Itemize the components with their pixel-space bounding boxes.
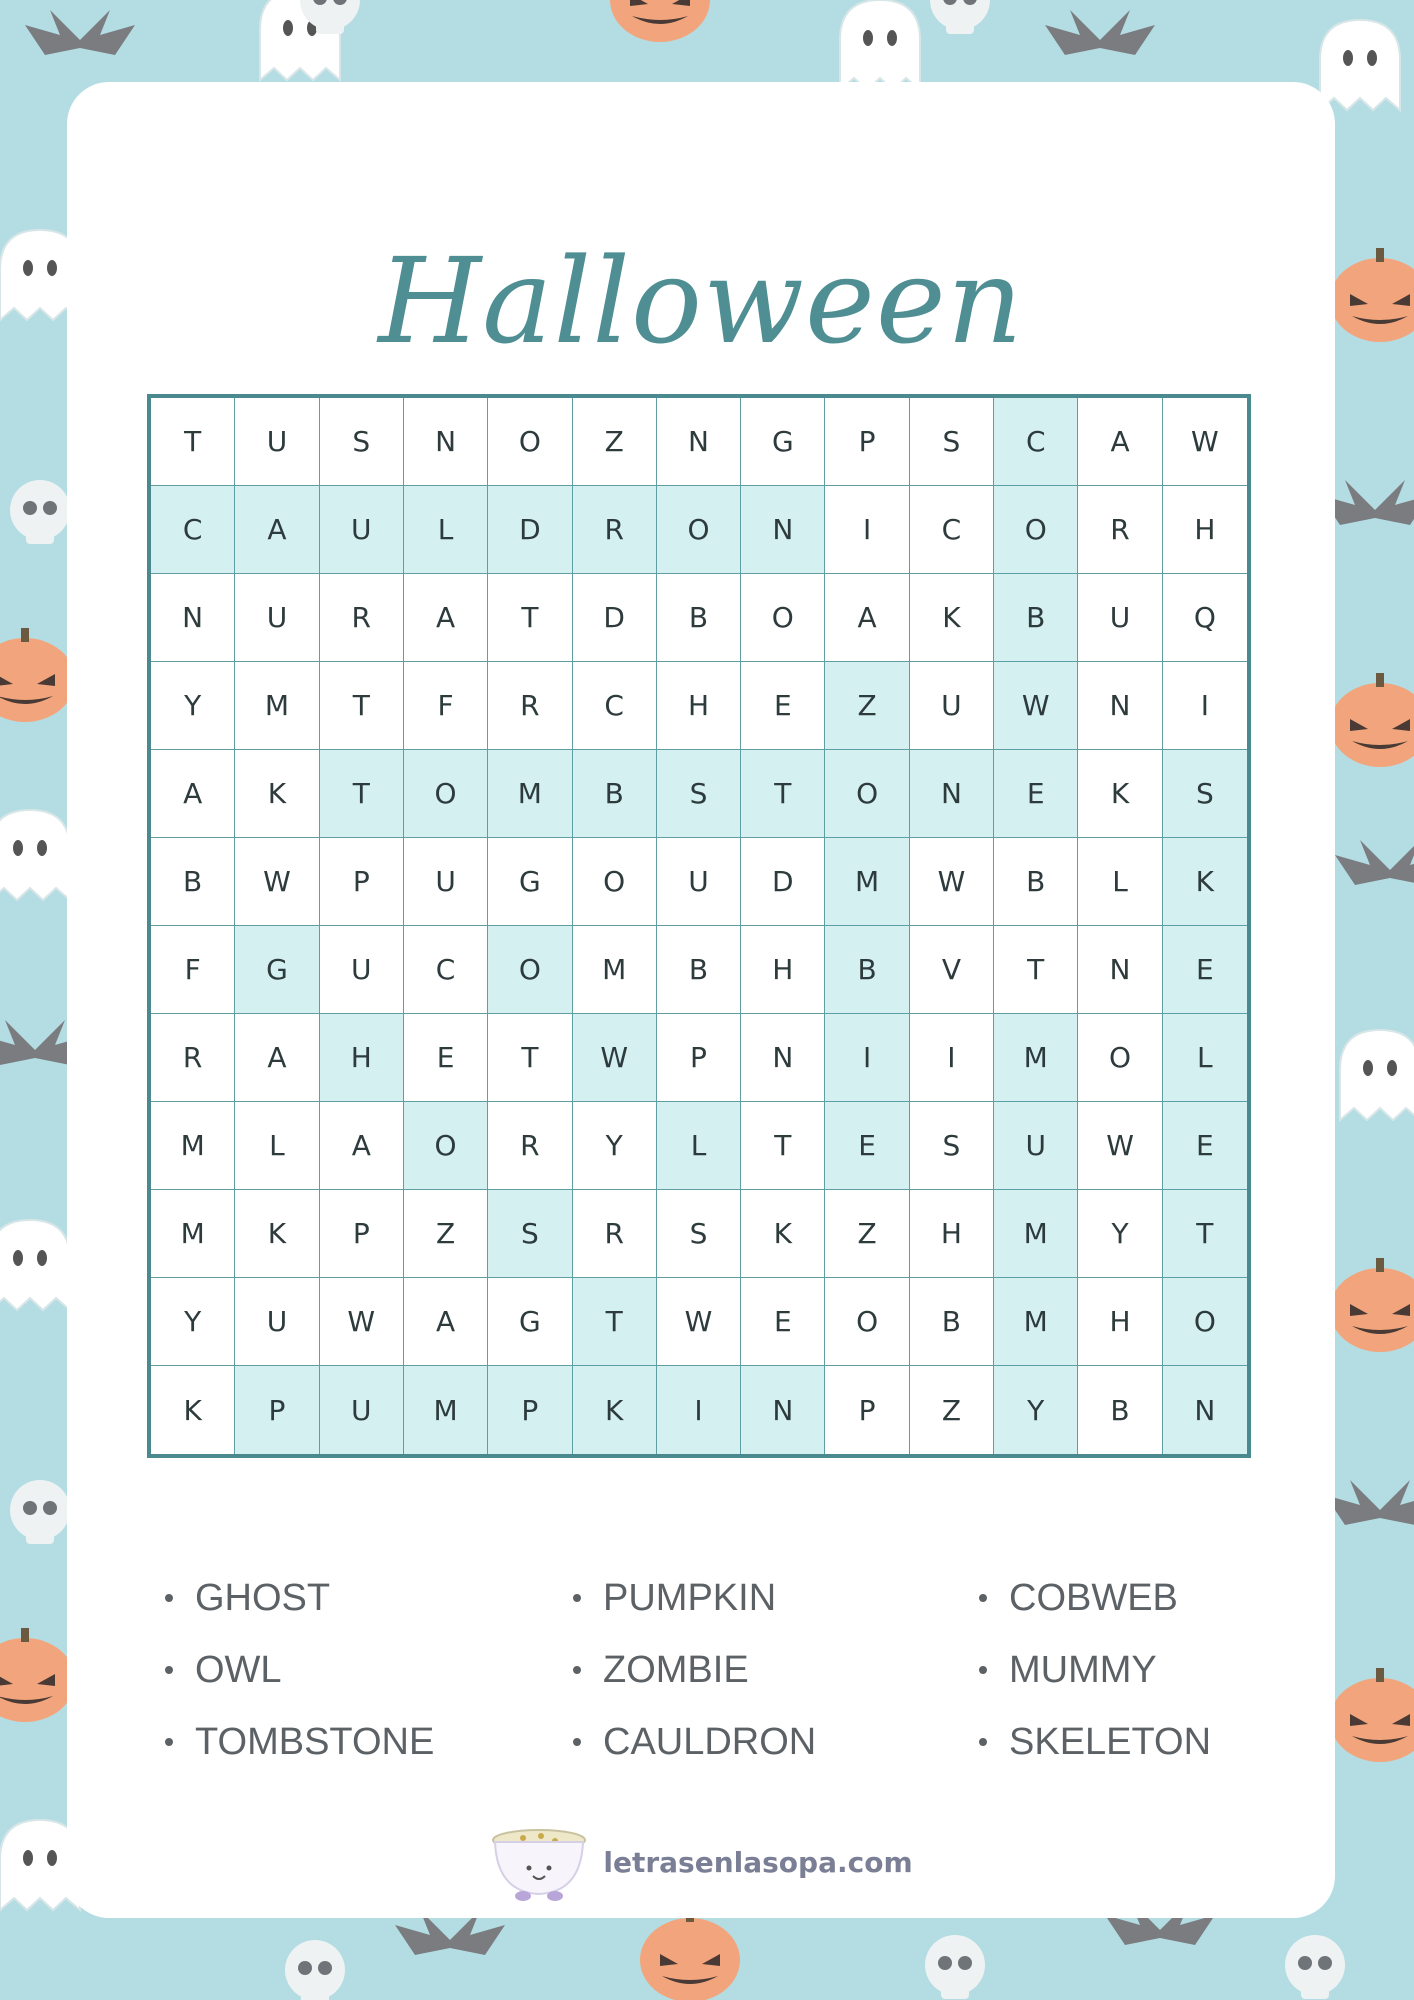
grid-cell: K xyxy=(1078,750,1162,838)
word-list-item xyxy=(573,1634,816,1706)
bullet-icon xyxy=(979,1666,987,1674)
grid-cell: B xyxy=(994,574,1078,662)
grid-cell: M xyxy=(235,662,319,750)
grid-cell: U xyxy=(320,486,404,574)
grid-cell: E xyxy=(741,662,825,750)
grid-cell: K xyxy=(1163,838,1247,926)
word-list-column-1 xyxy=(165,1562,434,1778)
word-list-item xyxy=(979,1706,1211,1778)
grid-cell: M xyxy=(825,838,909,926)
word-label: CAULDRON xyxy=(603,1720,817,1763)
bullet-icon xyxy=(573,1738,581,1746)
grid-cell: D xyxy=(488,486,572,574)
grid-cell: K xyxy=(741,1190,825,1278)
grid-cell: S xyxy=(657,750,741,838)
grid-cell: A xyxy=(404,1278,488,1366)
word-list-item xyxy=(979,1562,1211,1634)
grid-cell: M xyxy=(488,750,572,838)
grid-cell: A xyxy=(235,1014,319,1102)
grid-cell: W xyxy=(320,1278,404,1366)
grid-cell: C xyxy=(404,926,488,1014)
grid-cell: M xyxy=(573,926,657,1014)
grid-cell: M xyxy=(404,1366,488,1454)
grid-cell: R xyxy=(488,1102,572,1190)
word-list xyxy=(147,1562,1251,1802)
word-label: TOMBSTONE xyxy=(195,1720,435,1763)
grid-cell: W xyxy=(994,662,1078,750)
bullet-icon xyxy=(165,1594,173,1602)
grid-cell: M xyxy=(994,1278,1078,1366)
grid-cell: P xyxy=(825,1366,909,1454)
grid-cell: W xyxy=(1163,398,1247,486)
grid-cell: A xyxy=(320,1102,404,1190)
grid-cell: S xyxy=(488,1190,572,1278)
grid-cell: I xyxy=(825,1014,909,1102)
grid-cell: O xyxy=(1078,1014,1162,1102)
grid-cell: T xyxy=(488,1014,572,1102)
grid-cell: S xyxy=(320,398,404,486)
word-list-item xyxy=(979,1634,1211,1706)
grid-cell: Z xyxy=(573,398,657,486)
grid-cell: K xyxy=(573,1366,657,1454)
grid-cell: L xyxy=(657,1102,741,1190)
grid-cell: P xyxy=(320,838,404,926)
grid-cell: U xyxy=(910,662,994,750)
word-label: GHOST xyxy=(195,1576,331,1619)
word-list-column-3 xyxy=(979,1562,1211,1778)
grid-cell: U xyxy=(657,838,741,926)
word-list-item xyxy=(573,1562,816,1634)
grid-cell: Y xyxy=(151,1278,235,1366)
grid-cell: O xyxy=(741,574,825,662)
grid-cell: P xyxy=(488,1366,572,1454)
puzzle-card xyxy=(67,82,1335,1918)
grid-cell: R xyxy=(320,574,404,662)
grid-cell: P xyxy=(657,1014,741,1102)
grid-cell: C xyxy=(910,486,994,574)
grid-cell: U xyxy=(994,1102,1078,1190)
grid-cell: B xyxy=(573,750,657,838)
grid-cell: R xyxy=(151,1014,235,1102)
grid-cell: H xyxy=(741,926,825,1014)
bullet-icon xyxy=(979,1594,987,1602)
grid-cell: T xyxy=(741,1102,825,1190)
footer xyxy=(67,1822,1335,1902)
grid-cell: H xyxy=(657,662,741,750)
grid-cell: U xyxy=(320,926,404,1014)
grid-cell: O xyxy=(488,398,572,486)
grid-cell: L xyxy=(1163,1014,1247,1102)
word-list-item xyxy=(165,1562,434,1634)
grid-cell: Q xyxy=(1163,574,1247,662)
grid-cell: U xyxy=(404,838,488,926)
grid-cell: C xyxy=(573,662,657,750)
grid-cell: Y xyxy=(994,1366,1078,1454)
grid-cell: B xyxy=(994,838,1078,926)
grid-cell: Z xyxy=(910,1366,994,1454)
grid-cell: B xyxy=(657,926,741,1014)
page-title: Halloween xyxy=(378,232,1024,370)
grid-cell: N xyxy=(1078,662,1162,750)
grid-cell: S xyxy=(910,398,994,486)
grid-cell: U xyxy=(235,398,319,486)
grid-cell: K xyxy=(910,574,994,662)
grid-cell: W xyxy=(1078,1102,1162,1190)
grid-cell: G xyxy=(235,926,319,1014)
grid-cell: C xyxy=(151,486,235,574)
grid-cell: Z xyxy=(825,1190,909,1278)
word-label: ZOMBIE xyxy=(603,1648,749,1691)
word-search-grid xyxy=(147,394,1251,1458)
grid-cell: T xyxy=(994,926,1078,1014)
grid-cell: B xyxy=(1078,1366,1162,1454)
grid-cell: Z xyxy=(404,1190,488,1278)
grid-cell: K xyxy=(235,750,319,838)
grid-cell: O xyxy=(657,486,741,574)
grid-cell: A xyxy=(235,486,319,574)
word-list-item xyxy=(165,1634,434,1706)
grid-cell: R xyxy=(1078,486,1162,574)
grid-cell: W xyxy=(657,1278,741,1366)
grid-cell: B xyxy=(151,838,235,926)
grid-cell: Y xyxy=(151,662,235,750)
grid-cell: T xyxy=(1163,1190,1247,1278)
grid-cell: T xyxy=(488,574,572,662)
soup-bowl-icon xyxy=(489,1822,589,1902)
bullet-icon xyxy=(979,1738,987,1746)
grid-cell: E xyxy=(1163,926,1247,1014)
grid-cell: T xyxy=(320,750,404,838)
grid-cell: F xyxy=(404,662,488,750)
word-label: OWL xyxy=(195,1648,282,1691)
grid-cell: T xyxy=(151,398,235,486)
grid-cell: L xyxy=(404,486,488,574)
grid-cell: P xyxy=(320,1190,404,1278)
word-list-column-2 xyxy=(573,1562,816,1778)
grid-cell: V xyxy=(910,926,994,1014)
grid-cell: H xyxy=(1163,486,1247,574)
grid-cell: S xyxy=(910,1102,994,1190)
grid-cell: W xyxy=(910,838,994,926)
grid-cell: O xyxy=(1163,1278,1247,1366)
word-label: COBWEB xyxy=(1009,1576,1178,1619)
grid-cell: S xyxy=(1163,750,1247,838)
word-label: MUMMY xyxy=(1009,1648,1157,1691)
grid-cell: N xyxy=(657,398,741,486)
grid-cell: L xyxy=(235,1102,319,1190)
grid-cell: H xyxy=(1078,1278,1162,1366)
grid-cell: R xyxy=(573,486,657,574)
grid-cell: U xyxy=(235,1278,319,1366)
grid-cell: H xyxy=(910,1190,994,1278)
grid-cell: I xyxy=(1163,662,1247,750)
grid-cell: Z xyxy=(825,662,909,750)
grid-cell: A xyxy=(1078,398,1162,486)
grid-cell: N xyxy=(1163,1366,1247,1454)
grid-cell: A xyxy=(151,750,235,838)
grid-cell: M xyxy=(151,1102,235,1190)
grid-cell: H xyxy=(320,1014,404,1102)
word-list-item xyxy=(165,1706,434,1778)
grid-cell: I xyxy=(910,1014,994,1102)
grid-cell: O xyxy=(488,926,572,1014)
grid-cell: W xyxy=(235,838,319,926)
word-list-item xyxy=(573,1706,816,1778)
grid-cell: B xyxy=(825,926,909,1014)
word-label: SKELETON xyxy=(1009,1720,1212,1763)
bullet-icon xyxy=(573,1666,581,1674)
grid-cell: E xyxy=(741,1278,825,1366)
grid-cell: I xyxy=(657,1366,741,1454)
grid-cell: M xyxy=(151,1190,235,1278)
grid-cell: M xyxy=(994,1014,1078,1102)
grid-cell: G xyxy=(741,398,825,486)
grid-cell: K xyxy=(235,1190,319,1278)
grid-cell: E xyxy=(994,750,1078,838)
grid-cell: N xyxy=(1078,926,1162,1014)
grid-cell: N xyxy=(741,1014,825,1102)
grid-cell: N xyxy=(404,398,488,486)
grid-cell: R xyxy=(573,1190,657,1278)
grid-cell: R xyxy=(488,662,572,750)
grid-cell: G xyxy=(488,838,572,926)
grid-cell: S xyxy=(657,1190,741,1278)
grid-cell: N xyxy=(151,574,235,662)
grid-cell: U xyxy=(320,1366,404,1454)
grid-cell: O xyxy=(994,486,1078,574)
grid-cell: T xyxy=(320,662,404,750)
site-name: letrasenlasopa.com xyxy=(603,1845,913,1879)
grid-cell: K xyxy=(151,1366,235,1454)
grid-cell: Y xyxy=(1078,1190,1162,1278)
bullet-icon xyxy=(165,1738,173,1746)
grid-cell: I xyxy=(825,486,909,574)
grid-cell: A xyxy=(825,574,909,662)
grid-cell: T xyxy=(741,750,825,838)
grid-cell: U xyxy=(1078,574,1162,662)
bullet-icon xyxy=(165,1666,173,1674)
grid-cell: D xyxy=(573,574,657,662)
grid-cell: G xyxy=(488,1278,572,1366)
grid-cell: B xyxy=(657,574,741,662)
grid-cell: F xyxy=(151,926,235,1014)
grid-cell: L xyxy=(1078,838,1162,926)
grid-cell: O xyxy=(573,838,657,926)
grid-cell: B xyxy=(910,1278,994,1366)
grid-cell: P xyxy=(825,398,909,486)
grid-cell: C xyxy=(994,398,1078,486)
grid-cell: N xyxy=(741,1366,825,1454)
grid-cell: A xyxy=(404,574,488,662)
bullet-icon xyxy=(573,1594,581,1602)
grid-cell: T xyxy=(573,1278,657,1366)
grid-cell: M xyxy=(994,1190,1078,1278)
grid-cell: O xyxy=(404,1102,488,1190)
grid-cell: E xyxy=(404,1014,488,1102)
grid-cell: Y xyxy=(573,1102,657,1190)
word-label: PUMPKIN xyxy=(603,1576,777,1619)
grid-cell: E xyxy=(825,1102,909,1190)
grid-cell: N xyxy=(910,750,994,838)
grid-cell: O xyxy=(825,750,909,838)
grid-cell: P xyxy=(235,1366,319,1454)
grid-cell: N xyxy=(741,486,825,574)
grid-cell: D xyxy=(741,838,825,926)
grid-cell: E xyxy=(1163,1102,1247,1190)
grid-cell: U xyxy=(235,574,319,662)
grid-cell: O xyxy=(404,750,488,838)
grid-cell: W xyxy=(573,1014,657,1102)
grid-cell: O xyxy=(825,1278,909,1366)
